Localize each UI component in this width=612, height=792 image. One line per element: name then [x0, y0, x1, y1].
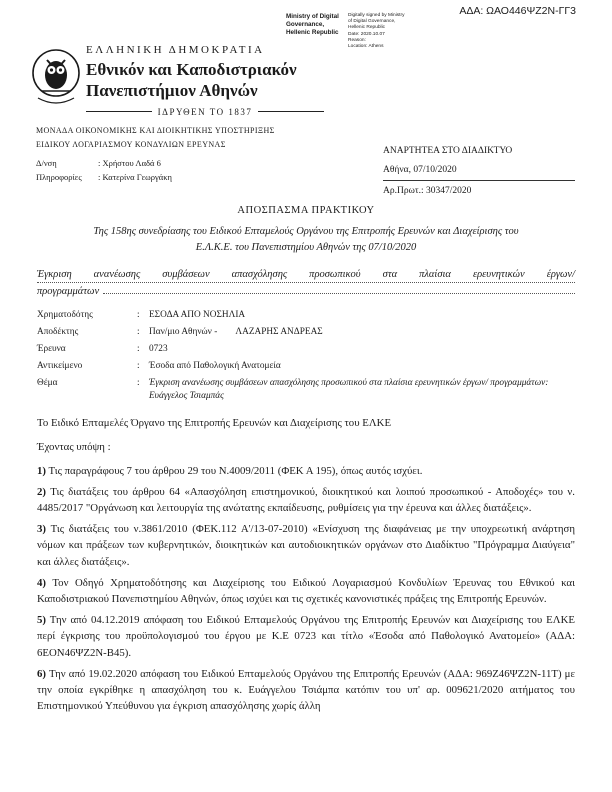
address-label: Δ/νση	[36, 158, 57, 168]
signature-detail-line: Digitally signed by Ministry	[348, 13, 405, 18]
meeting-line2: Ε.Λ.Κ.Ε. του Πανεπιστημίου Αθηνών της 07/10/2020	[195, 242, 417, 254]
list-item	[37, 463, 575, 479]
document-title: ΑΠΟΣΠΑΣΜΑ ΠΡΑΚΤΙΚΟΥ	[237, 205, 375, 216]
list-item-text: Τις παραγράφους 7 του άρθρου 29 του Ν.4009/2011 (ΦΕΚ Α 195), όπως αυτός ισχύει.	[48, 464, 423, 477]
dotted-leader	[103, 293, 575, 294]
list-item-number: 6)	[37, 667, 46, 680]
university-name-line1: Εθνικόν και Καποδιστριακόν	[86, 60, 297, 79]
founded-banner	[86, 107, 324, 117]
department-unit	[36, 124, 275, 151]
list-item-number: 1)	[37, 464, 46, 477]
republic-title: ΕΛΛΗΝΙΚΗ ΔΗΜΟΚΡΑΤΙΑ	[86, 44, 265, 56]
detail-label: Αποδέκτης	[37, 326, 79, 337]
detail-row-object	[37, 360, 575, 373]
unit-line2: ΕΙΔΙΚΟΥ ΛΟΓΑΡΙΑΣΜΟΥ ΚΟΝΔΥΛΙΩΝ ΕΡΕΥΝΑΣ	[36, 139, 226, 149]
document-body	[37, 205, 575, 719]
subject-line2	[37, 286, 575, 297]
signature-authority-line: Ministry of Digital	[286, 13, 339, 20]
detail-label: Αντικείμενο	[37, 360, 83, 371]
contact-address-row	[36, 156, 172, 170]
info-value: : Κατερίνα Γεωργάκη	[98, 172, 172, 183]
protocol-number: Αρ.Πρωτ.: 30347/2020	[383, 186, 472, 196]
letterhead	[86, 44, 324, 117]
founded-rule-left	[86, 111, 152, 112]
list-item	[37, 612, 575, 661]
signature-authority-line: Hellenic Republic	[286, 29, 339, 37]
detail-row-research-code	[37, 343, 575, 356]
detail-separator: :	[137, 343, 140, 354]
list-item-number: 4)	[37, 576, 46, 589]
detail-value: ΕΣΟΔΑ ΑΠΟ ΝΟΣΗΛΙΑ	[149, 309, 246, 320]
list-item	[37, 484, 575, 516]
subject-heading	[37, 269, 575, 297]
detail-row-theme	[37, 377, 575, 403]
list-item-text: Την από 04.12.2019 απόφαση του Ειδικού Επταμελούς Οργάνου της Επιτροπής Ερευνών και Διαχείρισης του ΕΛΚΕ περί έγκρισης του προϋπολογισμού του έργου με Κ.Ε 0723 και τίτλο «Έσοδα από Παθολογικό Ανατομείο» (ΑΔΑ: 6ΕΟΝ46ΨΖ2Ν-Β45).	[37, 614, 575, 659]
detail-value: Έγκριση ανανέωσης συμβάσεων απασχόλησης προσωπικού στα πλαίσια ερευνητικών έργων/ προγραμμάτων: Ευάγγελος Τσιαμπάς	[149, 377, 551, 401]
detail-label: Θέμα	[37, 377, 58, 388]
having-regard-line: Έχοντας υπόψη :	[37, 440, 111, 453]
signature-detail-line: Date: 2020.10.07	[348, 31, 385, 37]
meeting-line1: Της 158ης συνεδρίασης του Ειδικού Επταμελούς Οργάνου της Επιτροπής Ερευνών και Διαχείρισης του	[93, 226, 519, 237]
detail-separator: :	[137, 326, 140, 337]
details-table	[37, 309, 575, 403]
list-item-text: Τον Οδηγό Χρηματοδότησης και Διαχείρισης του Ειδικού Λογαριασμού Κονδυλίων Έρευνας του Εθνικού και Καποδιστριακού Πανεπιστημίου Αθηνών, όπως ισχύει και τις σχετικές κανονιστικές πράξεις της Επιτροπής Ερευνών.	[37, 576, 575, 605]
address-value: : Χρήστου Λαδά 6	[98, 158, 161, 168]
list-item-number: 3)	[37, 523, 46, 536]
founded-rule-right	[258, 111, 324, 112]
detail-row-funder	[37, 309, 575, 322]
detail-separator: :	[137, 309, 140, 320]
detail-separator: :	[137, 360, 140, 371]
list-item-text: Τις διατάξεις του ν.3861/2010 (ΦΕΚ.112 Α'/13-07-2010) «Ενίσχυση της διαφάνειας με την υποχρεωτική ανάρτηση νόμων και πράξεων των κυβερνητικών, διοικητικών και αυτοδιοικητικών οργάνων στο Διαδίκτυο "Πρόγραμμα Διαύγεια" και άλλες διατάξεις».	[37, 523, 575, 568]
university-name-line2: Πανεπιστήμιον Αθηνών	[86, 81, 258, 101]
date-protocol-block	[383, 165, 575, 196]
university-owl-emblem-icon	[30, 46, 82, 110]
legal-basis-list	[37, 463, 575, 715]
list-item	[37, 666, 575, 715]
list-item-text: Τις διατάξεις του άρθρου 64 «Απασχόληση επιστημονικού, διοικητικού και λοιπού προσωπικού - Αποδοχές» του ν. 4485/2017 "Οργάνωση και λειτουργία της ανώτατης εκπαίδευσης, ρυθμίσεις για την έρευνα και άλλες διατάξεις».	[37, 485, 575, 514]
signature-detail-line: of Digital Governance,	[348, 19, 396, 25]
info-label: Πληροφορίες	[36, 172, 82, 183]
detail-value: Παν/μιο Αθηνών - ΛΑΖΑΡΗΣ ΑΝΔΡΕΑΣ	[149, 326, 323, 337]
list-item-number: 5)	[37, 614, 46, 627]
list-item-number: 2)	[37, 485, 46, 498]
signature-authority-line: Governance,	[286, 21, 325, 29]
detail-value: 0723	[149, 343, 168, 354]
meeting-description	[37, 224, 575, 257]
detail-separator: :	[137, 377, 140, 388]
signature-details	[348, 13, 426, 50]
subject-line2-text: προγραμμάτων	[37, 285, 100, 297]
list-item	[37, 521, 575, 570]
city-date: Αθήνα, 07/10/2020	[383, 165, 575, 181]
contact-block	[36, 156, 172, 185]
list-item-text: Την από 19.02.2020 απόφαση του Ειδικού Επταμελούς Οργάνου της Επιτροπής Ερευνών (ΑΔΑ: 969Ζ46ΨΖ2Ν-11Τ) με την οποία εγκρίθηκε η απασχόληση του κ. Ευάγγελου Τσιάμπα κατόπιν του υπ' αρ. 009621/2020 αιτήματος του Επιστημονικού Υπεύθυνου για έγκριση απασχόλησης χωρίς άλλη	[37, 667, 575, 713]
unit-line1: ΜΟΝΑΔΑ ΟΙΚΟΝΟΜΙΚΗΣ ΚΑΙ ΔΙΟΙΚΗΤΙΚΗΣ ΥΠΟΣΤΗΡΙΞΗΣ	[36, 126, 275, 135]
detail-value: Έσοδα από Παθολογική Ανατομεία	[149, 360, 281, 371]
detail-label: Έρευνα	[37, 343, 66, 354]
detail-row-recipient	[37, 326, 575, 339]
founded-text: ΙΔΡΥΘΕΝ ΤΟ 1837	[157, 106, 253, 117]
signature-detail-line: Location: Athens	[348, 44, 384, 50]
list-item	[37, 575, 575, 607]
posting-notice: ΑΝΑΡΤΗΤΕΑ ΣΤΟ ΔΙΑΔΙΚΤΥΟ	[383, 146, 513, 156]
signature-detail-line: Reason:	[348, 37, 366, 43]
deciding-body-line: Το Ειδικό Επταμελές Όργανο της Επιτροπής Ερευνών και Διαχείρισης του ΕΛΚΕ	[37, 416, 392, 429]
contact-info-row	[36, 170, 172, 184]
subject-line1: Έγκριση ανανέωσης συμβάσεων απασχόλησης προσωπικού στα πλαίσια ερευνητικών έργων/	[37, 269, 575, 283]
ada-code: ΑΔΑ: ΩΑΟ446ΨΖ2Ν-ΓΓ3	[459, 5, 576, 17]
detail-label: Χρηματοδότης	[37, 309, 93, 320]
signature-detail-line: Hellenic Republic	[348, 25, 386, 31]
signature-authority	[286, 13, 344, 38]
